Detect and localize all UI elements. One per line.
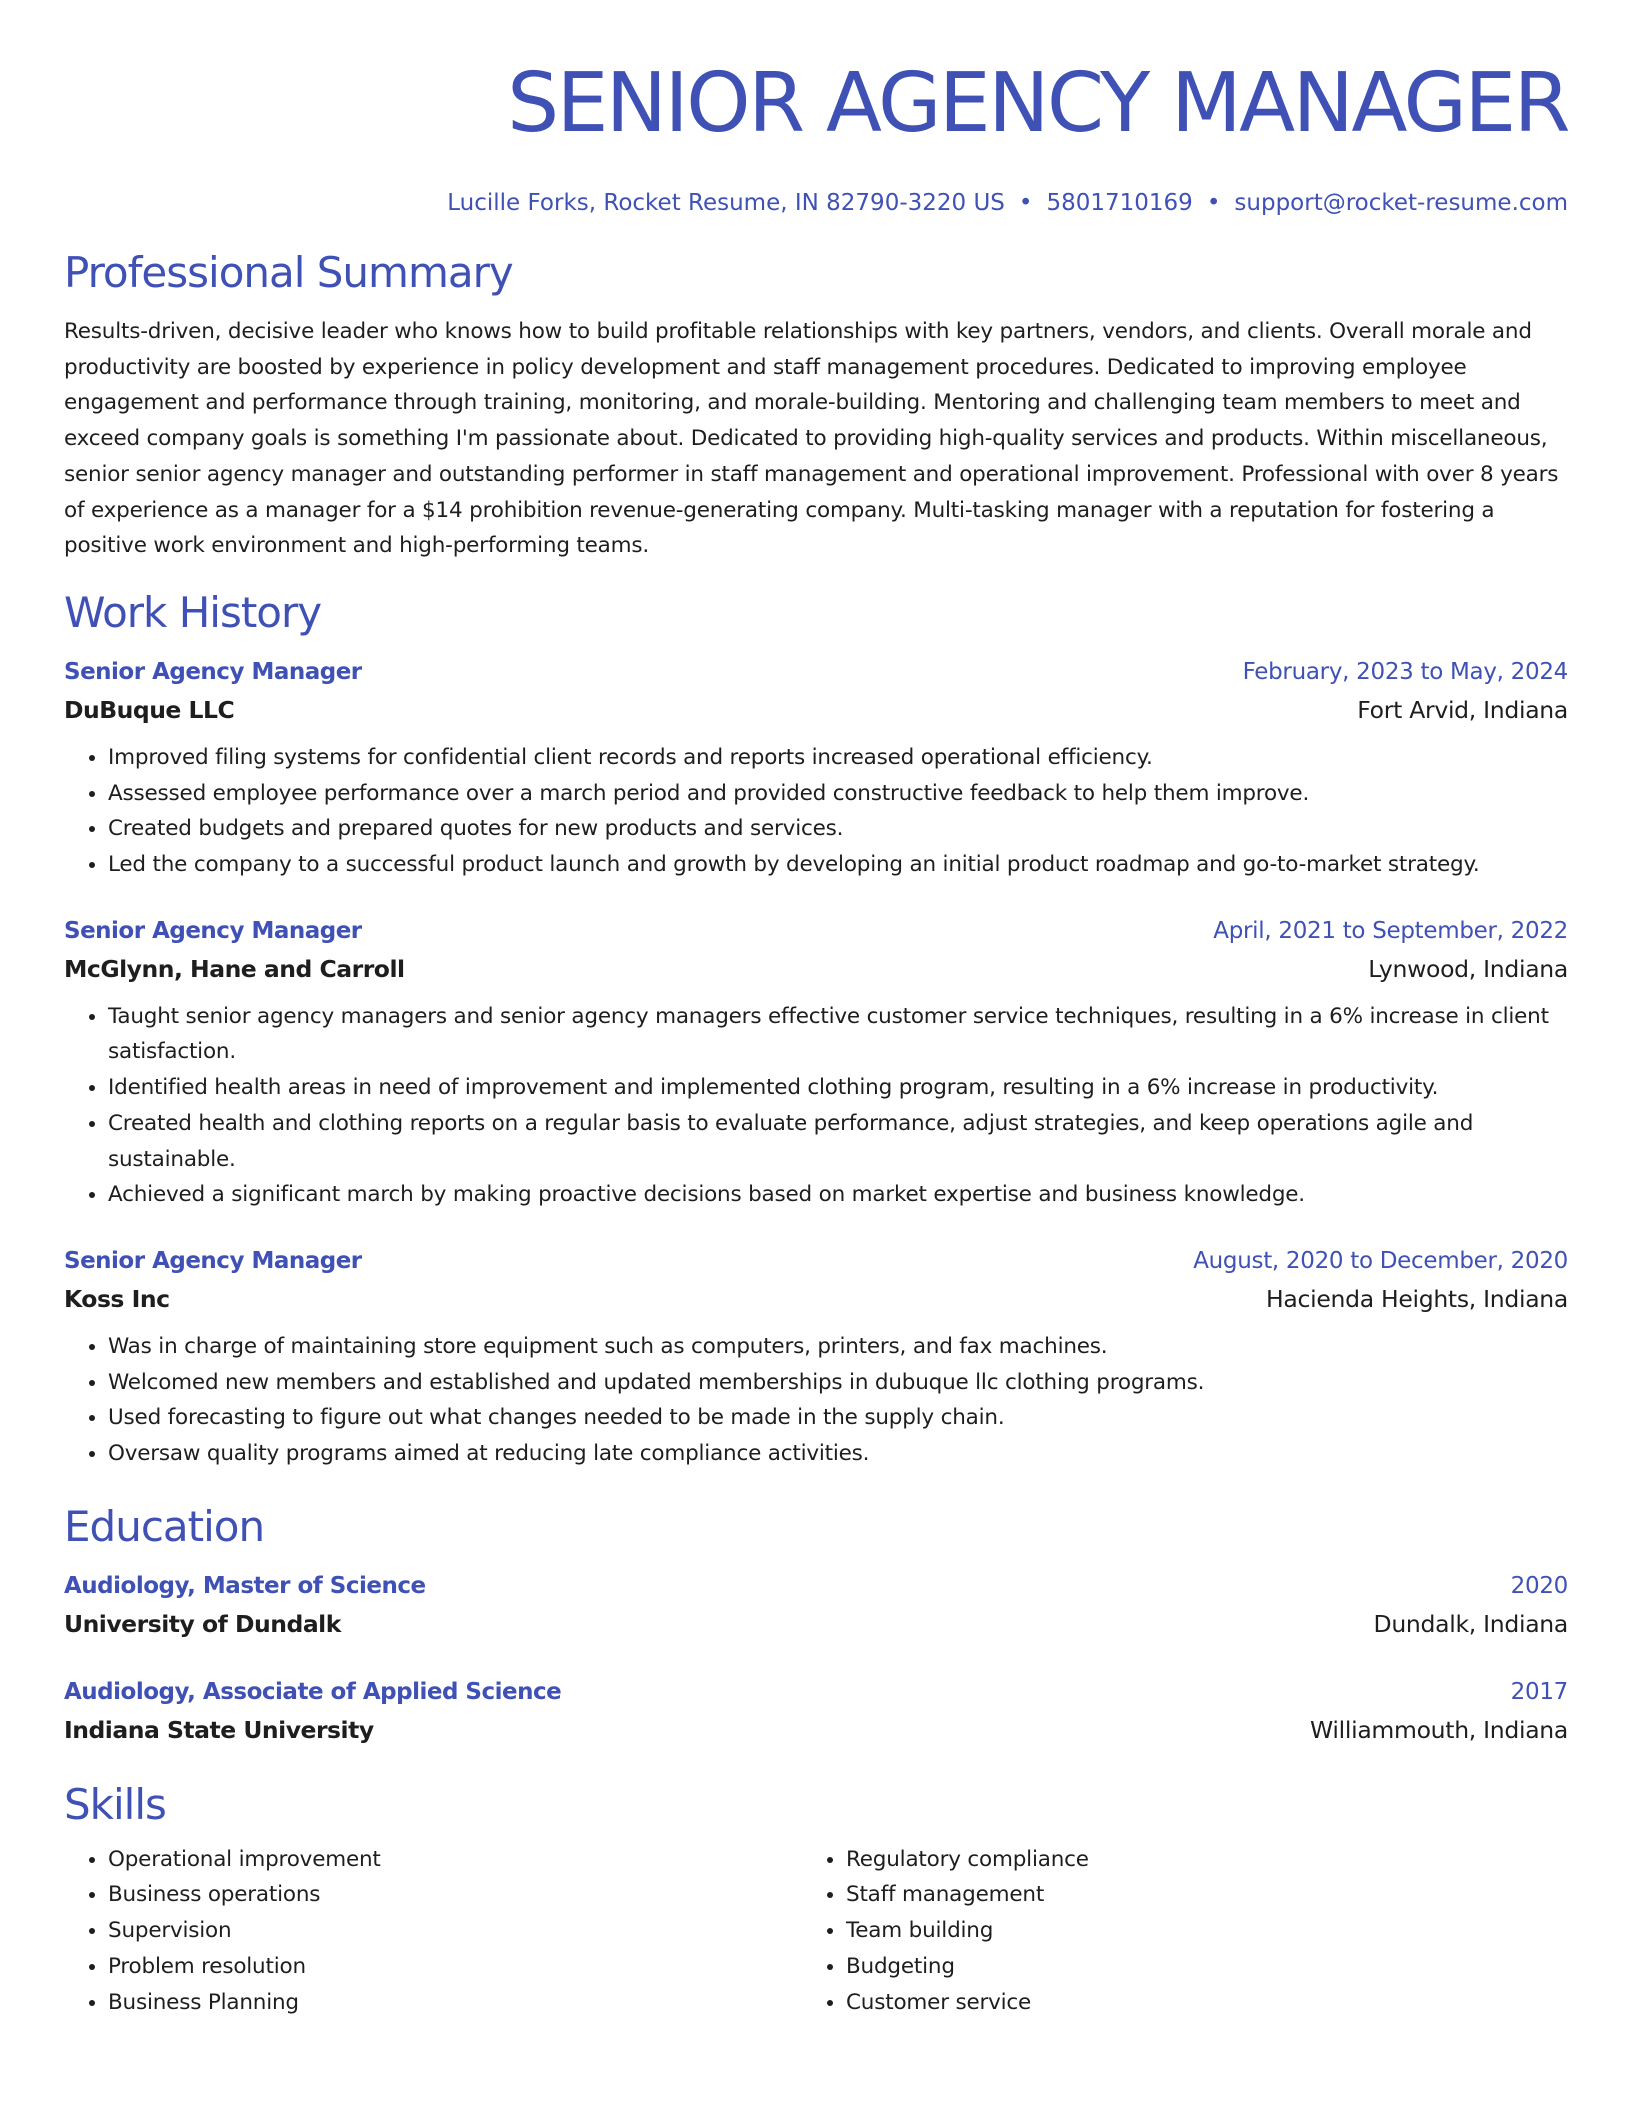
contact-separator: • <box>1018 190 1033 216</box>
skills-column-right <box>802 1842 1492 2021</box>
job-role: Senior Agency Manager <box>64 658 362 685</box>
job-dates: April, 2021 to September, 2022 <box>1213 917 1568 944</box>
contact-address: Lucille Forks, Rocket Resume, IN 82790-3220 US <box>447 190 1005 216</box>
skill-item: • Staff management <box>846 1877 1492 1913</box>
job-bullet: • Welcomed new members and established and updated memberships in dubuque llc clothing programs. <box>108 1365 1568 1401</box>
job-role: Senior Agency Manager <box>64 1247 362 1274</box>
education-entry <box>64 1676 1568 1746</box>
skills-list <box>64 1842 1568 2021</box>
job-company: DuBuque LLC <box>64 695 235 724</box>
job-bullet: • Led the company to a successful product launch and growth by developing an initial product roadmap and go-to-market strategy. <box>108 847 1568 883</box>
school-location: Williammouth, Indiana <box>1309 1715 1568 1744</box>
job-location: Lynwood, Indiana <box>1368 954 1568 983</box>
contact-line <box>64 188 1568 218</box>
skills-heading: Skills <box>64 1779 166 1829</box>
job-entry <box>64 656 1568 883</box>
summary-text: Results-driven, decisive leader who knows how to build profitable relationships with key partners, vendors, and clients. Overall morale and productivity are boosted by experience in policy development and staff management procedures. Dedicated to improving employee engagement and performance through training, monitoring, and morale-building. Mentoring and challenging team members to meet and exceed company goals is something I'm passionate about. Dedicated to providing high-quality services and products. Within miscellaneous, senior senior agency manager and outstanding performer in staff management and operational improvement. Professional with over 8 years of experience as a manager for a $14 prohibition revenue-generating company. Multi-tasking manager with a reputation for fostering a positive work environment and high-performing teams. <box>64 319 1559 559</box>
skill-item: • Customer service <box>846 1985 1492 2021</box>
job-dates: February, 2023 to May, 2024 <box>1242 658 1568 685</box>
job-entry <box>64 915 1568 1213</box>
degree-year: 2017 <box>1510 1678 1568 1705</box>
job-location: Hacienda Heights, Indiana <box>1266 1284 1568 1313</box>
summary-heading: Professional Summary <box>64 248 513 297</box>
job-bullet: • Was in charge of maintaining store equipment such as computers, printers, and fax machines. <box>108 1329 1568 1365</box>
job-role: Senior Agency Manager <box>64 917 362 944</box>
job-dates: August, 2020 to December, 2020 <box>1193 1247 1568 1274</box>
resume-title: SENIOR AGENCY MANAGER <box>507 56 1568 151</box>
job-location: Fort Arvid, Indiana <box>1357 695 1568 724</box>
skill-item: • Problem resolution <box>108 1949 754 1985</box>
job-bullet: • Identified health areas in need of improvement and implemented clothing program, resulting in a 6% increase in productivity. <box>108 1070 1568 1106</box>
skill-item: • Business Planning <box>108 1985 754 2021</box>
job-entry <box>64 1245 1568 1472</box>
education-heading: Education <box>64 1501 265 1551</box>
school-location: Dundalk, Indiana <box>1373 1609 1568 1638</box>
degree-name: Audiology, Master of Science <box>64 1572 426 1599</box>
job-bullet: • Oversaw quality programs aimed at reducing late compliance activities. <box>108 1436 1568 1472</box>
work-history-heading: Work History <box>64 587 322 637</box>
degree-year: 2020 <box>1510 1572 1568 1599</box>
job-bullets <box>64 740 1568 883</box>
skills-column-left <box>64 1842 754 2021</box>
contact-email: support@rocket-resume.com <box>1234 190 1568 216</box>
job-bullet: • Created budgets and prepared quotes for new products and services. <box>108 811 1568 847</box>
job-bullet: • Achieved a significant march by making proactive decisions based on market expertise and business knowledge. <box>108 1177 1568 1213</box>
job-company: McGlynn, Hane and Carroll <box>64 954 405 983</box>
skill-item: • Supervision <box>108 1913 754 1949</box>
skill-item: • Operational improvement <box>108 1842 754 1878</box>
education-entry <box>64 1570 1568 1640</box>
job-bullets <box>64 1329 1568 1472</box>
skill-item: • Business operations <box>108 1877 754 1913</box>
skill-item: • Team building <box>846 1913 1492 1949</box>
job-bullet: • Improved filing systems for confidential client records and reports increased operational efficiency. <box>108 740 1568 776</box>
contact-separator: • <box>1206 190 1221 216</box>
job-bullets <box>64 999 1568 1213</box>
skill-item: • Regulatory compliance <box>846 1842 1492 1878</box>
job-bullet: • Used forecasting to figure out what changes needed to be made in the supply chain. <box>108 1400 1568 1436</box>
job-bullet: • Taught senior agency managers and senior agency managers effective customer service techniques, resulting in a 6% increase in client satisfaction. <box>108 999 1568 1070</box>
school-name: Indiana State University <box>64 1715 374 1744</box>
school-name: University of Dundalk <box>64 1609 341 1638</box>
degree-name: Audiology, Associate of Applied Science <box>64 1678 562 1705</box>
contact-phone: 5801710169 <box>1046 190 1193 216</box>
job-company: Koss Inc <box>64 1284 170 1313</box>
skill-item: • Budgeting <box>846 1949 1492 1985</box>
job-bullet: • Created health and clothing reports on a regular basis to evaluate performance, adjust strategies, and keep operations agile and sustainable. <box>108 1106 1568 1177</box>
job-bullet: • Assessed employee performance over a march period and provided constructive feedback to help them improve. <box>108 776 1568 812</box>
